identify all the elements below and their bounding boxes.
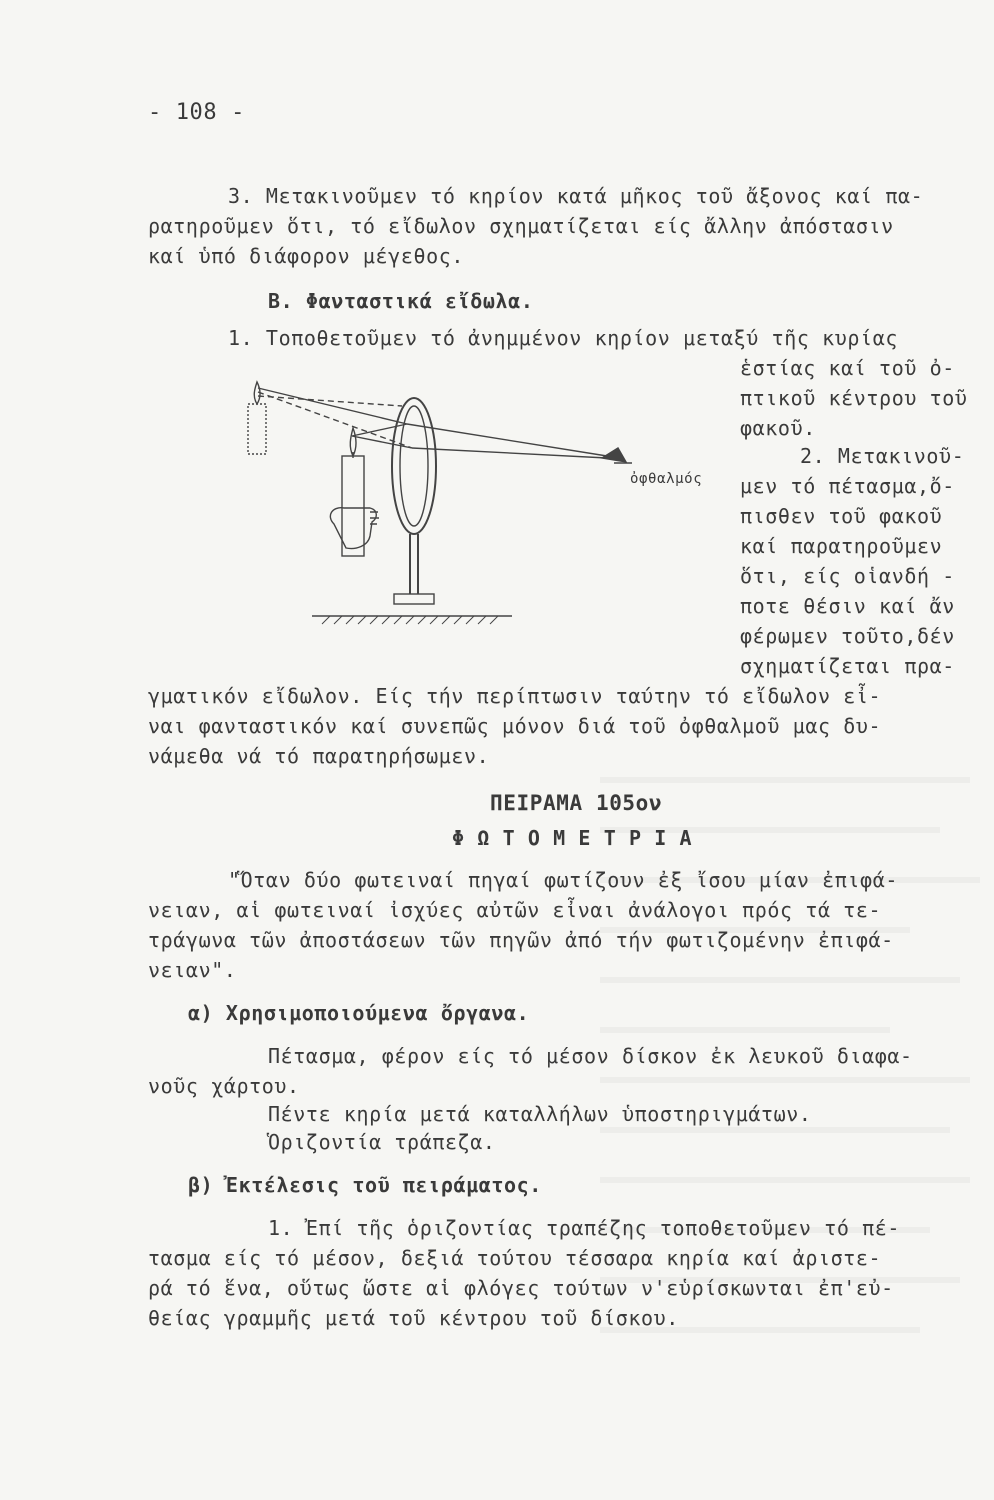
heading-instruments: α) Χρησιμοποιούμενα ὄργανα.: [188, 1001, 530, 1025]
paragraph-line: φέρωμεν τοῦτο,δέν: [740, 624, 955, 648]
ray-line: [352, 424, 407, 436]
candle-body: [342, 456, 364, 556]
paragraph-line: 2. Μετακινοῦ-: [800, 444, 965, 468]
paragraph-line: νάμεθα νά τό παρατηρήσωμεν.: [148, 744, 490, 768]
ground-hatch: [322, 616, 498, 624]
paragraph-line: ρατηροῦμεν ὅτι, τό εἴδωλον σχηματίζεται είς ἄλλην ἀπόστασιν: [148, 214, 894, 238]
paragraph-line: ρά τό ἕνα, οὕτως ὥστε αἱ φλόγες τούτων ν'εὑρίσκωνται ἐπ'εὐ-: [148, 1276, 894, 1300]
paragraph-line: Πέντε κηρία μετά καταλλήλων ὑποστηριγμάτων.: [268, 1102, 812, 1126]
subheading-virtual-images: Β. Φανταστικά εἴδωλα.: [268, 289, 534, 313]
ray-line: [407, 424, 607, 456]
paragraph-line: φακοῦ.: [740, 416, 816, 440]
experiment-subtitle: Φ Ω Τ Ο Μ Ε Τ Ρ Ι Α: [452, 826, 693, 850]
hand: [330, 508, 376, 549]
paragraph-line: γματικόν εἴδωλον. Είς τήν περίπτωσιν ταύτην τό εἴδωλον εἶ-: [148, 684, 882, 708]
paragraph-line: σχηματίζεται πρα-: [740, 654, 955, 678]
lens-diagram-svg: [222, 366, 642, 636]
paragraph-line: Ὁριζοντία τράπεζα.: [268, 1130, 496, 1154]
ray-line: [412, 448, 607, 458]
lens-inner: [400, 406, 428, 526]
paragraph-line: ἑστίας καί τοῦ ὀ-: [740, 356, 955, 380]
paragraph-line: Πέτασμα, φέρον είς τό μέσον δίσκον ἐκ λευκοῦ διαφα-: [268, 1044, 913, 1068]
paragraph-line: θείας γραμμῆς μετά τοῦ κέντρου τοῦ δίσκου.: [148, 1306, 679, 1330]
virtual-candle-image: [248, 404, 266, 454]
paragraph-line: νοῦς χάρτου.: [148, 1074, 300, 1098]
paragraph-line: νειαν".: [148, 958, 237, 982]
eye-icon: [602, 448, 626, 462]
paragraph-line: τασμα είς τό μέσον, δεξιά τούτου τέσσαρα κηρία καί ἀριστε-: [148, 1246, 882, 1270]
paragraph-line: μεν τό πέτασμα,ὄ-: [740, 474, 955, 498]
heading-execution: β) Ἐκτέλεσις τοῦ πειράματος.: [188, 1173, 542, 1197]
paragraph-line: 3. Μετακινοῦμεν τό κηρίον κατά μῆκος τοῦ ἄξονος καί πα-: [228, 184, 924, 208]
lens-diagram: [222, 366, 642, 636]
paragraph-line: ποτε θέσιν καί ἄν: [740, 594, 955, 618]
paragraph-line: 1. Τοποθετοῦμεν τό ἀνημμένον κηρίον μεταξύ τῆς κυρίας: [228, 326, 898, 350]
paragraph-line: πισθεν τοῦ φακοῦ: [740, 504, 943, 528]
paragraph-line: ὅτι, είς οἱανδή -: [740, 564, 955, 588]
paragraph-line: καί ὑπό διάφορον μέγεθος.: [148, 244, 465, 268]
experiment-title: ΠΕΙΡΑΜΑ 105ον: [490, 791, 663, 815]
lens-base: [394, 594, 434, 604]
ray-line-dashed: [258, 396, 402, 406]
paragraph-line: καί παρατηροῦμεν: [740, 534, 943, 558]
paragraph-line: 1. Ἐπί τῆς ὁριζοντίας τραπέζης τοποθετοῦμεν τό πέ-: [268, 1216, 901, 1240]
page-number: - 108 -: [148, 100, 245, 125]
paragraph-line: πτικοῦ κέντρου τοῦ: [740, 386, 968, 410]
lens-outer: [392, 398, 436, 534]
ray-line: [258, 388, 407, 424]
eye-label: ὀφθαλμός: [630, 471, 703, 487]
paragraph-line: ναι φανταστικόν καί συνεπῶς μόνον διά τοῦ ὀφθαλμοῦ μας δυ-: [148, 714, 882, 738]
paragraph-line: νειαν, αἱ φωτειναί ἰσχύες αὐτῶν εἶναι ἀνάλογοι πρός τά τε-: [148, 898, 882, 922]
paragraph-line: "Ὅταν δύο φωτειναί πηγαί φωτίζουν ἐξ ἴσου μίαν ἐπιφά-: [228, 868, 898, 892]
candle-flame: [350, 428, 356, 456]
paragraph-line: τράγωνα τῶν ἀποστάσεων τῶν πηγῶν ἀπό τήν φωτιζομένην ἐπιφά-: [148, 928, 894, 952]
